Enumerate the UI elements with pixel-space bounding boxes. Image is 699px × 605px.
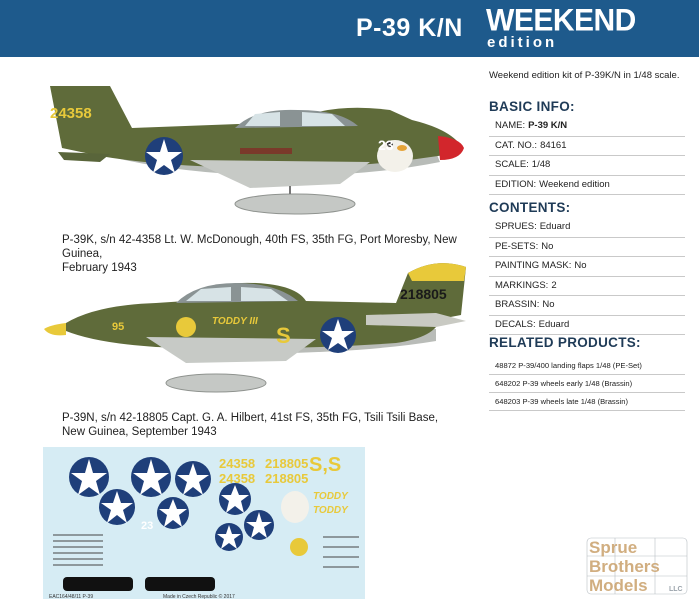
related-product-item[interactable]: 48872 P-39/400 landing flaps 1/48 (PE-Set) xyxy=(489,357,685,375)
decal-serial-c: 24358 xyxy=(219,471,256,486)
plane1-illustration xyxy=(40,76,470,226)
decal-serial-d: 218805 xyxy=(265,471,309,486)
decal-serial-b: 218805 xyxy=(265,456,309,471)
plane2-fuselage-letter: S xyxy=(276,323,291,348)
plane1-caption-line1: P-39K, s/n 42-4358 Lt. W. McDonough, 40th FS, 35th FG, Port Moresby, New Guinea, xyxy=(62,234,457,260)
plane1-caption-line2: February 1943 xyxy=(62,262,137,274)
decal-footer-left: EAC164/48/11 P-39 xyxy=(49,594,94,599)
decal-serial-a: 24358 xyxy=(219,456,256,471)
intro-text: Weekend edition kit of P-39K/N in 1/48 scale. xyxy=(489,70,680,81)
watermark-line3: Models xyxy=(589,576,648,595)
related-product-item[interactable]: 648203 P-39 wheels late 1/48 (Brassin) xyxy=(489,393,685,411)
decal-nose-23: 23 xyxy=(141,520,154,532)
contents-row-painting-mask: PAINTING MASK: No xyxy=(489,257,685,277)
plane1-tail-number: 24358 xyxy=(50,105,92,122)
watermark-suffix: LLC xyxy=(669,586,683,593)
model-title: P-39 K/N xyxy=(356,14,463,42)
contents-row-markings: MARKINGS: 2 xyxy=(489,277,685,297)
info-row-scale: SCALE: 1/48 xyxy=(489,156,685,176)
contents-title: CONTENTS: xyxy=(489,200,571,215)
decal-sheet-art xyxy=(43,447,365,599)
plane2-name: TODDY III xyxy=(212,316,258,327)
weekend-logo: WEEKEND xyxy=(486,3,636,38)
decal-letters: S,S xyxy=(309,454,342,476)
decal-toddy-1: TODDY xyxy=(313,491,348,502)
contents-row-pe-sets: PE-SETS: No xyxy=(489,238,685,258)
sprue-brothers-watermark xyxy=(585,536,689,596)
contents-row-brassin: BRASSIN: No xyxy=(489,296,685,316)
related-products-title: RELATED PRODUCTS: xyxy=(489,335,641,350)
plane1-nose-number: 23 xyxy=(378,137,394,153)
contents-list xyxy=(489,218,685,335)
basic-info-title: BASIC INFO: xyxy=(489,99,575,114)
related-products-list xyxy=(489,357,685,411)
decal-footer-mid: Made in Czech Republic © 2017 xyxy=(163,594,235,599)
contents-row-decals: DECALS: Eduard xyxy=(489,316,685,336)
plane2-illustration xyxy=(36,257,476,407)
decal-sheet xyxy=(43,447,365,599)
header-banner xyxy=(0,0,699,57)
plane2-caption-line1: P-39N, s/n 42-18805 Capt. G. A. Hilbert, 41st FS, 35th FG, Tsili Tsili Base, xyxy=(62,412,439,424)
decal-toddy-2: TODDY xyxy=(313,505,348,516)
plane2-caption xyxy=(62,411,472,439)
edition-logo: edition xyxy=(487,34,558,51)
watermark-line1: Sprue xyxy=(589,538,638,557)
basic-info-list xyxy=(489,117,685,195)
plane2-nose-number: 95 xyxy=(112,321,125,333)
info-row-edition: EDITION: Weekend edition xyxy=(489,176,685,196)
contents-row-sprues: SPRUES: Eduard xyxy=(489,218,685,238)
watermark-line2: Brothers xyxy=(589,557,660,576)
related-product-item[interactable]: 648202 P-39 wheels early 1/48 (Brassin) xyxy=(489,375,685,393)
plane2-tail-number: 218805 xyxy=(400,286,447,302)
info-row-name: NAME: P-39 K/N xyxy=(489,117,685,137)
plane2-caption-line2: New Guinea, September 1943 xyxy=(62,426,217,438)
info-row-cat-no: CAT. NO.: 84161 xyxy=(489,137,685,157)
